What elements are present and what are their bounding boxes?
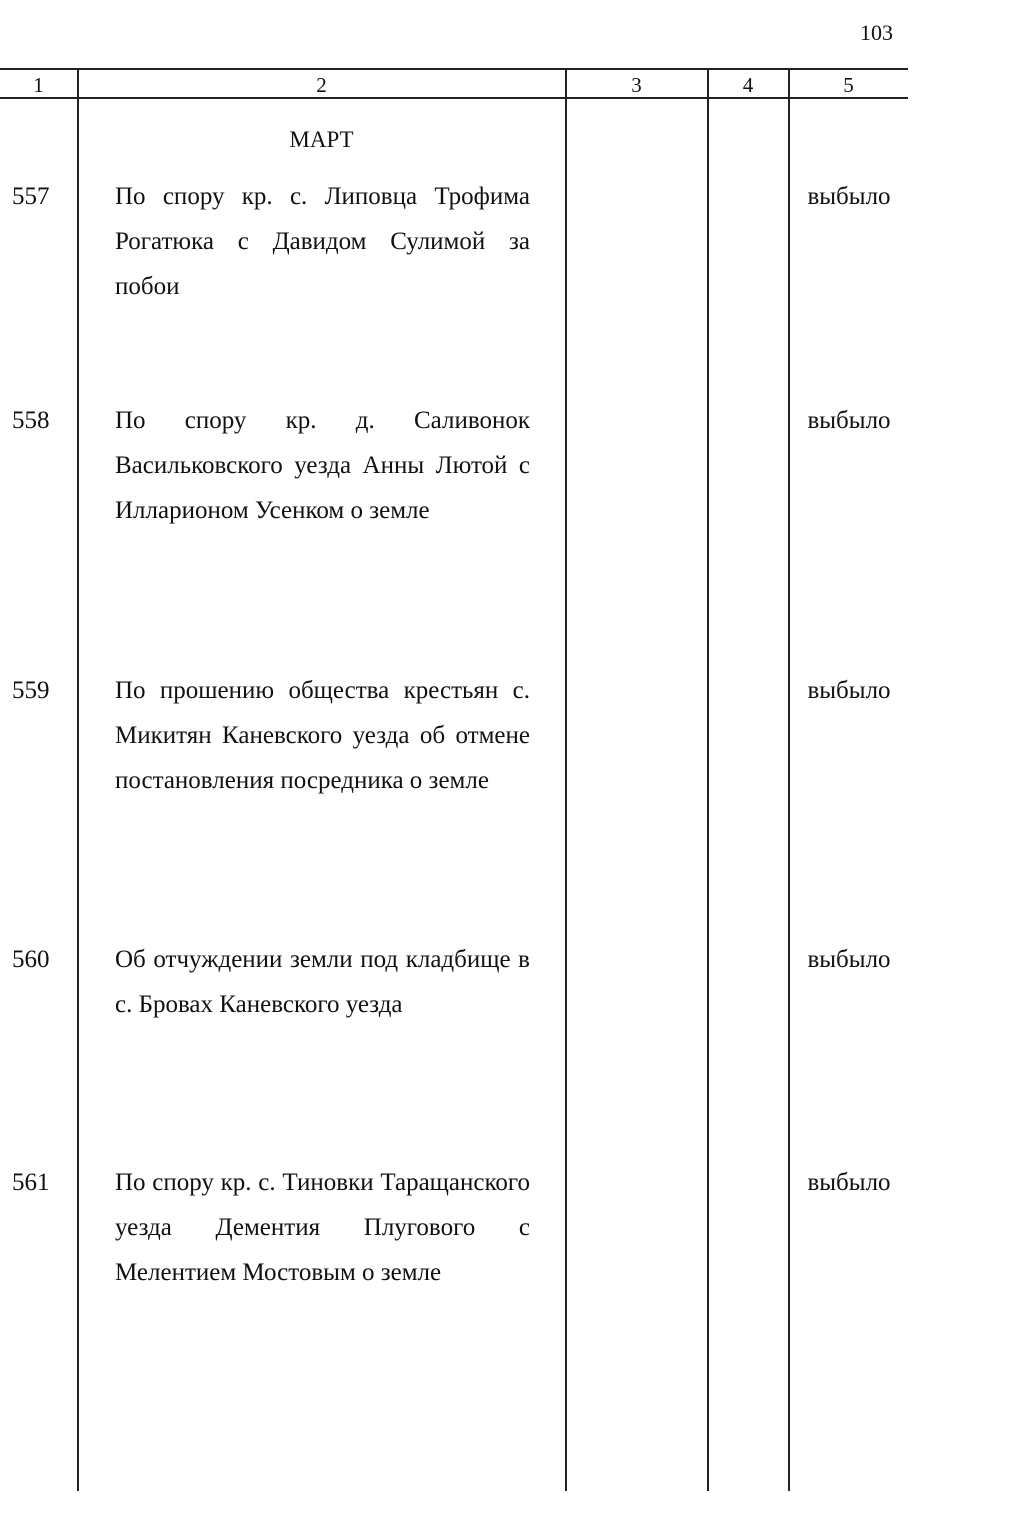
entry-text: По спору кр. с. Липовца Трофима Рогатюка с Давидом Сулимой за побои [115,183,530,300]
entry-text: По спору кр. д. Саливонок Васильковского уезда Анны Лютой с Илларионом Усенком о земле [115,407,530,524]
column-header-2: 2 [316,73,327,97]
entry-result: выбыло [807,407,891,434]
page-number: 103 [860,20,893,45]
entry-result: выбыло [807,183,891,210]
entry-text: По спору кр. с. Тиновки Таращанского уезда Дементия Плугового с Мелентием Мостовым о земле [115,1169,530,1286]
entry-text: По прошению общества крестьян с. Микитян Каневского уезда об отмене постановления посредника о земле [115,677,530,794]
table-top-rule [0,68,908,70]
entry-result: выбыло [807,1169,891,1196]
column-header-5: 5 [843,73,854,97]
entry-number: 560 [12,946,50,973]
column-header-3: 3 [631,73,642,97]
entry-result: выбыло [807,946,891,973]
entry-result: выбыло [807,677,891,704]
column-header-1: 1 [33,73,44,97]
entry-number: 557 [12,183,50,210]
entry-number: 561 [12,1169,50,1196]
entry-number: 558 [12,407,50,434]
column-divider [77,69,79,1491]
month-heading: МАРТ [289,127,354,152]
entry-text: Об отчуждении земли под кладбище в с. Бровах Каневского уезда [115,946,530,1018]
column-divider [788,69,790,1491]
column-divider [565,69,567,1491]
column-header-4: 4 [742,73,754,97]
column-divider [707,69,709,1491]
entry-number: 559 [12,677,50,704]
